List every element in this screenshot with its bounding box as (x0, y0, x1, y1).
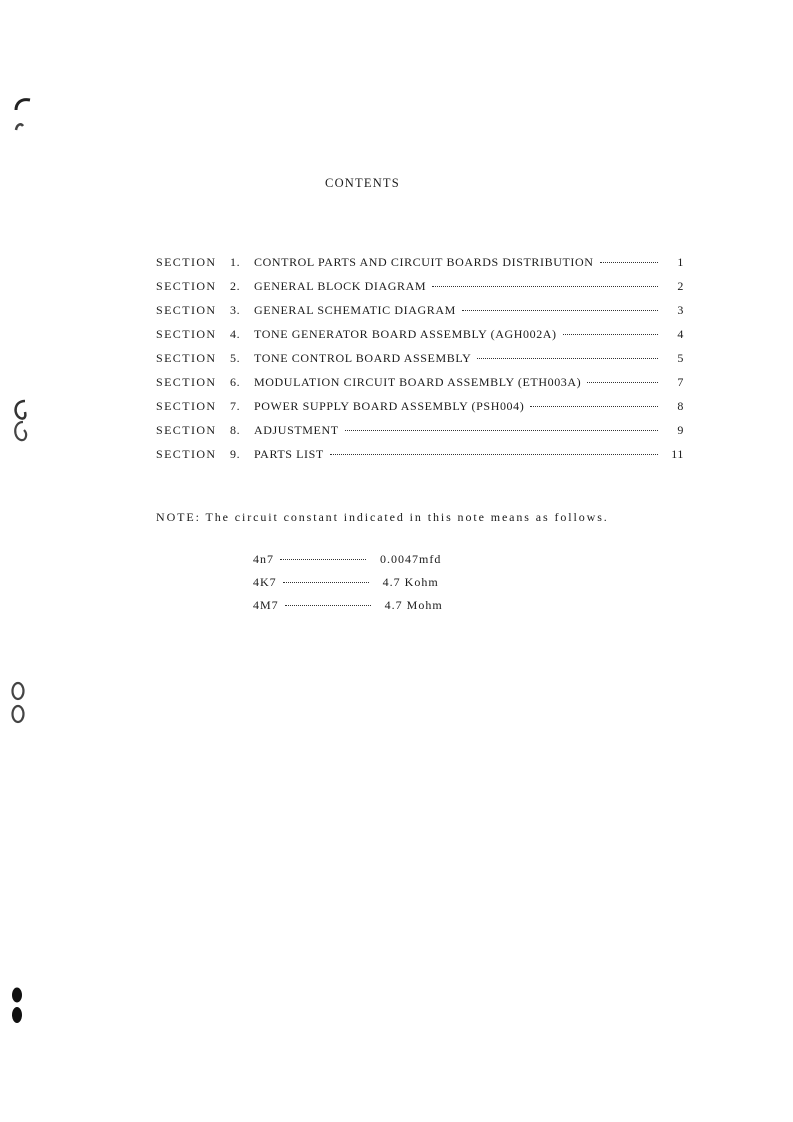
toc-entry (156, 375, 684, 399)
constant-examples (253, 552, 483, 621)
toc-section-number: 6. (230, 375, 241, 389)
toc-entry (156, 303, 684, 327)
circuit-constant-note: NOTE: The circuit constant indicated in this note means as follows. (156, 510, 609, 524)
toc-page-number: 9 (677, 423, 684, 437)
binder-hole-middle (8, 398, 34, 446)
constant-value: 4.7 Mohm (384, 598, 443, 612)
toc-section-number: 9. (230, 447, 241, 461)
dot-leader (345, 430, 658, 431)
toc-title: CONTROL PARTS AND CIRCUIT BOARDS DISTRIBUTION (254, 255, 594, 269)
constant-row (253, 598, 483, 621)
toc-title: MODULATION CIRCUIT BOARD ASSEMBLY (ETH003A) (254, 375, 582, 389)
dot-leader (563, 334, 658, 335)
toc-section-number: 7. (230, 399, 241, 413)
constant-value: 4.7 Kohm (382, 575, 439, 589)
dot-leader (330, 454, 658, 455)
constant-code: 4K7 (253, 575, 277, 589)
toc-section-label: SECTION (156, 327, 217, 341)
constant-row (253, 552, 483, 575)
binder-hole-lower (7, 680, 31, 726)
dot-leader (285, 605, 371, 606)
dot-leader (587, 382, 658, 383)
toc-section-label: SECTION (156, 399, 217, 413)
toc-title: GENERAL SCHEMATIC DIAGRAM (254, 303, 456, 317)
toc-page-number: 4 (677, 327, 684, 341)
toc-page-number: 7 (677, 375, 684, 389)
toc-title: ADJUSTMENT (254, 423, 339, 437)
toc-section-label: SECTION (156, 303, 217, 317)
constant-code: 4M7 (253, 598, 279, 612)
dot-leader (280, 559, 366, 560)
toc-page-number: 11 (671, 447, 684, 461)
toc-title: POWER SUPPLY BOARD ASSEMBLY (PSH004) (254, 399, 525, 413)
constant-code: 4n7 (253, 552, 274, 566)
dot-leader (530, 406, 658, 407)
toc-entry (156, 327, 684, 351)
toc-section-label: SECTION (156, 279, 217, 293)
binder-hole-bottom (8, 985, 28, 1029)
toc-title: GENERAL BLOCK DIAGRAM (254, 279, 427, 293)
page-title: CONTENTS (325, 176, 400, 190)
toc-section-number: 5. (230, 351, 241, 365)
toc-entry (156, 423, 684, 447)
toc-section-label: SECTION (156, 447, 217, 461)
toc-page-number: 8 (677, 399, 684, 413)
toc-title: TONE CONTROL BOARD ASSEMBLY (254, 351, 472, 365)
toc-entry (156, 399, 684, 423)
dot-leader (600, 262, 658, 263)
toc-page-number: 3 (677, 303, 684, 317)
toc-entry (156, 351, 684, 375)
toc-section-number: 8. (230, 423, 241, 437)
constant-value: 0.0047mfd (380, 552, 442, 566)
toc-section-number: 1. (230, 255, 241, 269)
toc-entry (156, 447, 684, 471)
toc-section-label: SECTION (156, 351, 217, 365)
toc-section-label: SECTION (156, 255, 217, 269)
dot-leader (462, 310, 658, 311)
toc-section-number: 3. (230, 303, 241, 317)
toc-section-number: 4. (230, 327, 241, 341)
dot-leader (283, 582, 369, 583)
toc-title: PARTS LIST (254, 447, 324, 461)
toc-entry (156, 255, 684, 279)
toc-entry (156, 279, 684, 303)
toc-page-number: 1 (677, 255, 684, 269)
toc-page-number: 2 (677, 279, 684, 293)
dot-leader (477, 358, 658, 359)
toc-section-number: 2. (230, 279, 241, 293)
toc-title: TONE GENERATOR BOARD ASSEMBLY (AGH002A) (254, 327, 557, 341)
toc-section-label: SECTION (156, 423, 217, 437)
dot-leader (432, 286, 658, 287)
toc-section-label: SECTION (156, 375, 217, 389)
table-of-contents (156, 255, 684, 471)
binder-mark-top (10, 96, 36, 138)
constant-row (253, 575, 483, 598)
toc-page-number: 5 (677, 351, 684, 365)
